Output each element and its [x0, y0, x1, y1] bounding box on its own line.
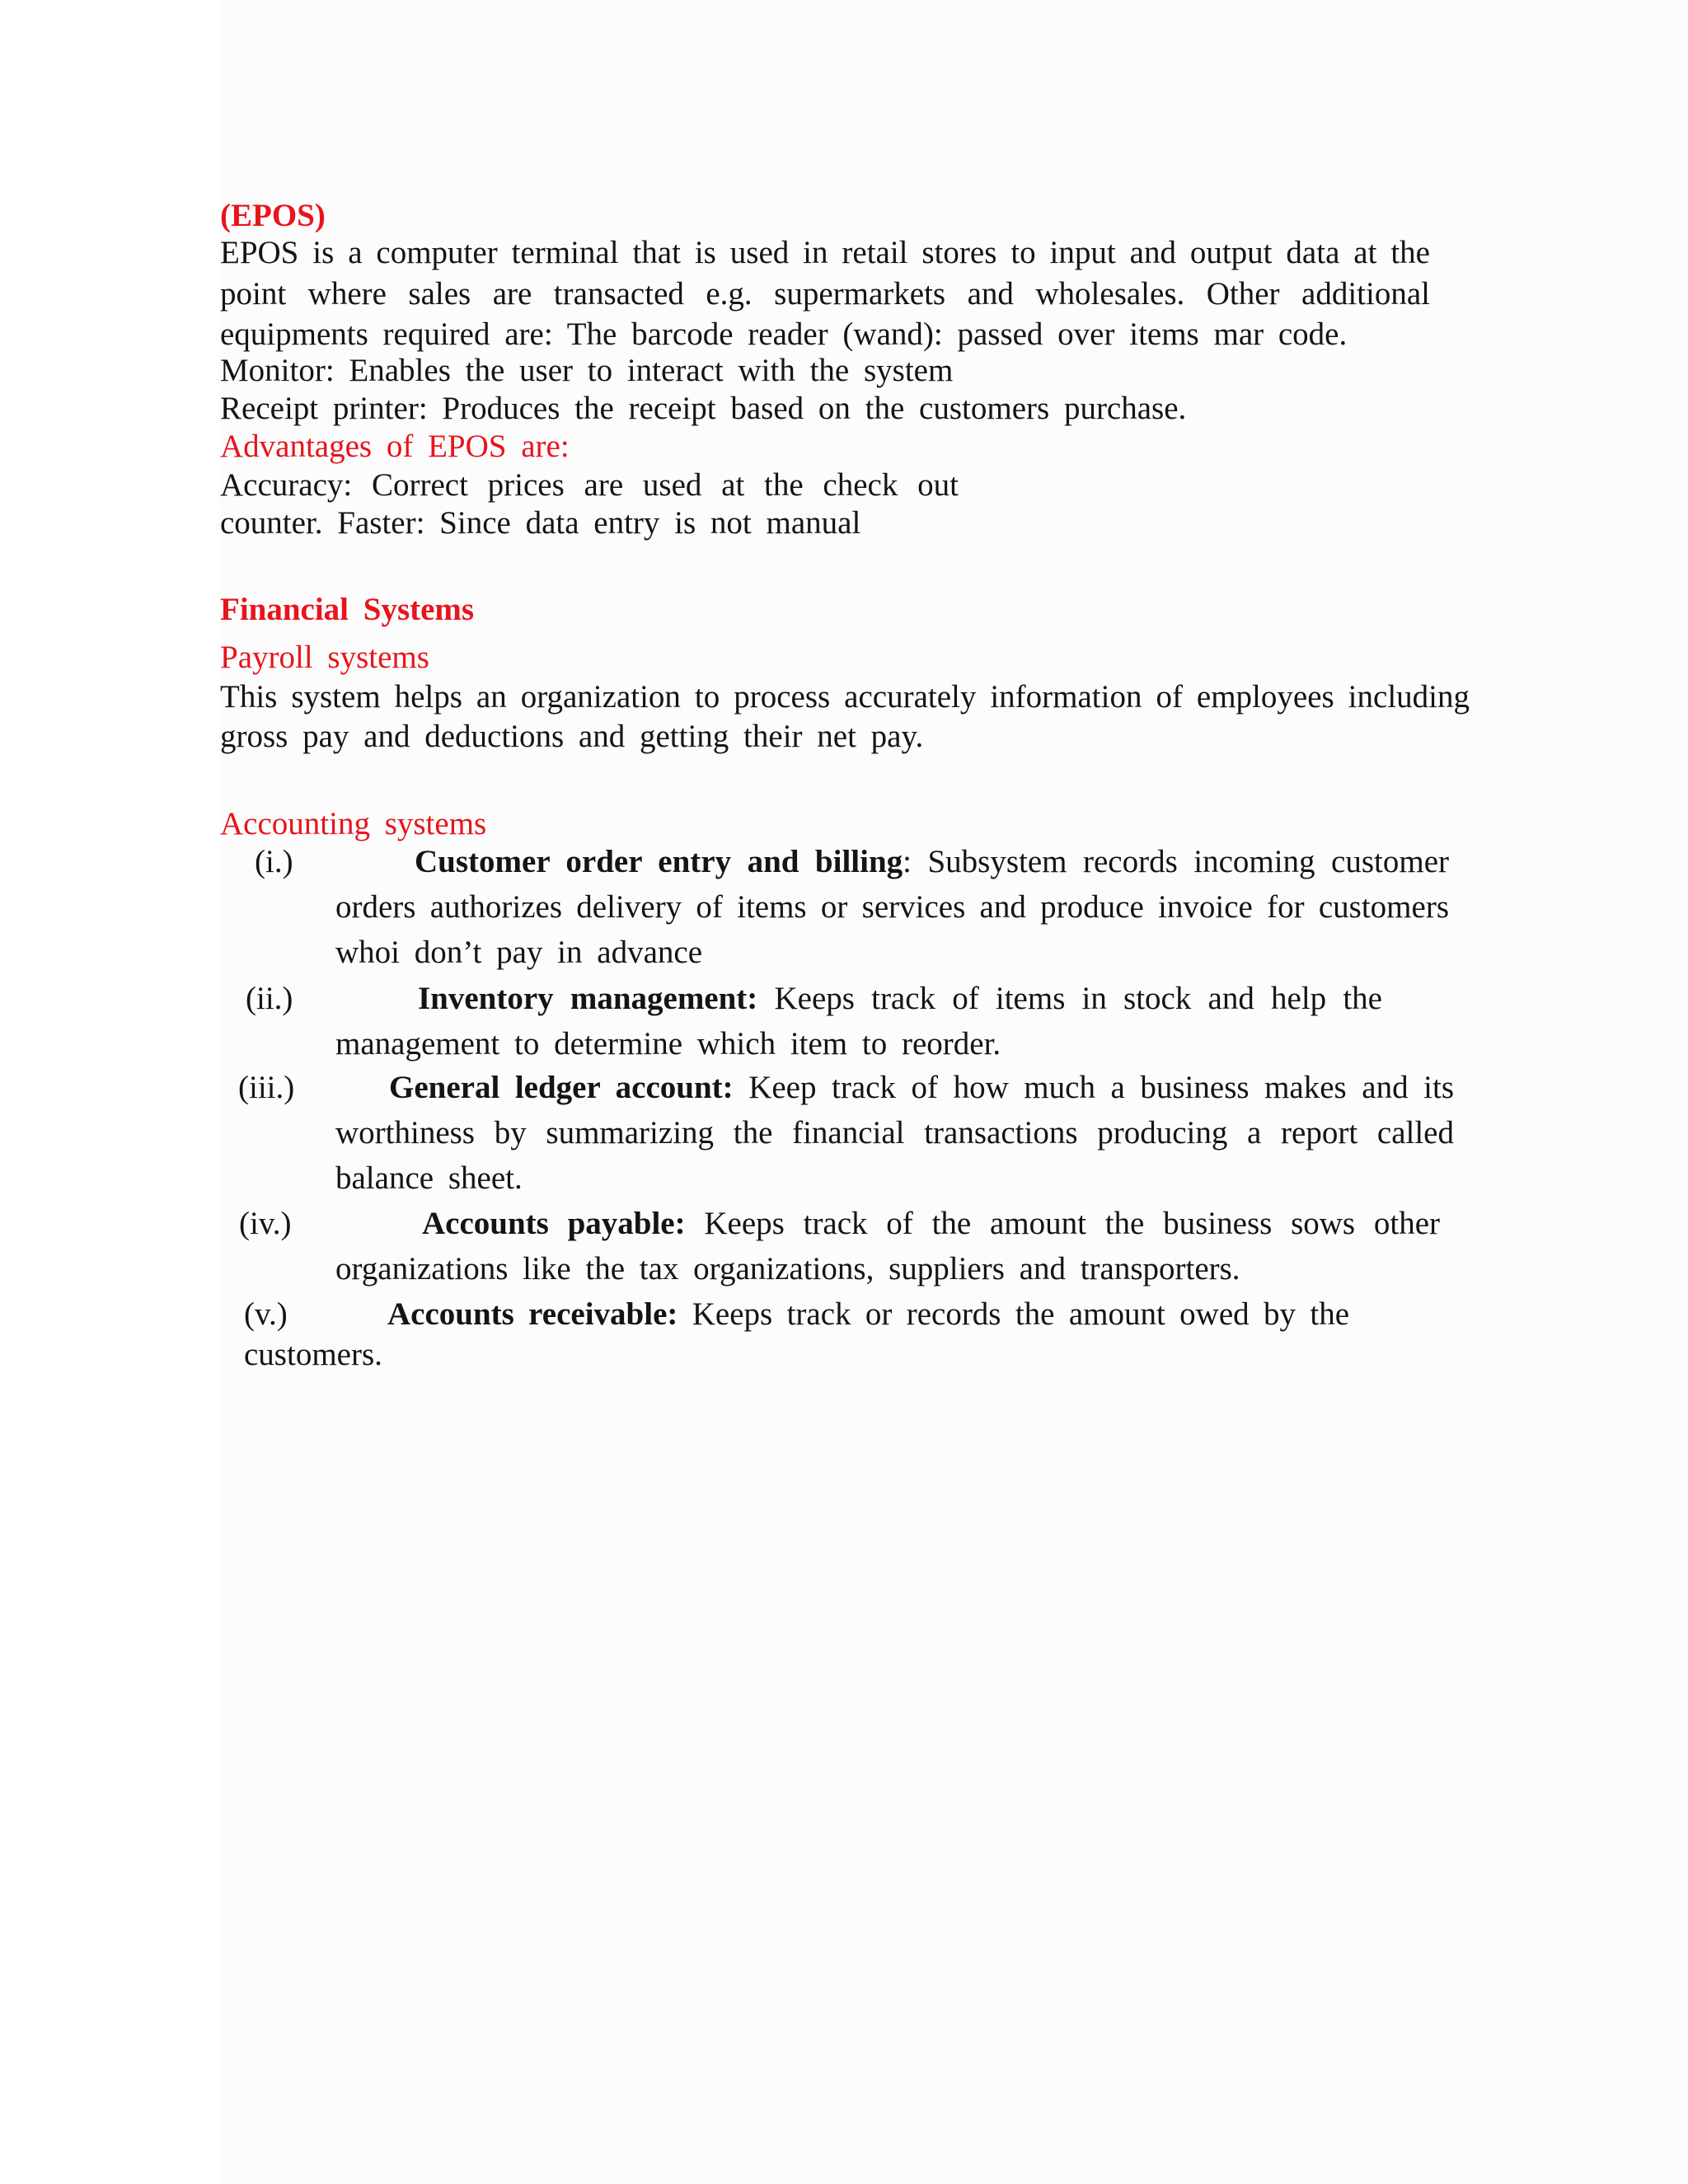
accounting-item-desc: Keeps track or records the amount owed by the	[692, 1296, 1349, 1332]
accounting-item-term: Accounts payable:	[422, 1206, 686, 1241]
accounting-item-continuation: organizations like the tax organizations, suppliers and transporters.	[335, 1251, 1240, 1286]
payroll-heading: Payroll systems	[220, 640, 429, 675]
financial-systems-heading: Financial Systems	[220, 592, 475, 627]
accounting-item-continuation: orders authorizes delivery of items or services and produce invoice for customers	[335, 889, 1449, 925]
accounting-item-continuation: worthiness by summarizing the financial transactions producing a report called	[335, 1115, 1454, 1151]
accounting-item-desc: Subsystem records incoming customer	[927, 844, 1449, 879]
accounting-item-customer-order-line: Customer order entry and billing: Subsystem records incoming customer	[415, 844, 1449, 879]
accounting-item-term: General ledger account:	[389, 1070, 734, 1105]
epos-printer-line: Receipt printer: Produces the receipt based on the customers purchase.	[220, 391, 1187, 426]
epos-paragraph-line-3: equipments required are: The barcode reader (wand): passed over items mar code.	[220, 316, 1348, 352]
list-number: (iii.)	[238, 1070, 295, 1105]
accounting-item-continuation: customers.	[244, 1337, 382, 1372]
epos-advantages-heading: Advantages of EPOS are:	[220, 429, 570, 464]
accounting-item-continuation: balance sheet.	[335, 1160, 523, 1196]
accounting-item-accounts-receivable-line	[387, 1296, 1349, 1333]
epos-advantages-line-2: counter. Faster: Since data entry is not manual	[220, 505, 861, 541]
epos-paragraph-line-1: EPOS is a computer terminal that is used in retail stores to input and output data at the	[220, 235, 1430, 270]
accounting-item-desc: Keep track of how much a business makes and its	[748, 1070, 1454, 1105]
epos-paragraph-line-2: point where sales are transacted e.g. supermarkets and wholesales. Other additional	[220, 276, 1430, 312]
epos-monitor-line: Monitor: Enables the user to interact with the system	[220, 353, 954, 388]
accounting-item-desc: Keeps track of items in stock and help the	[774, 981, 1382, 1016]
accounting-item-term: Accounts receivable:	[387, 1296, 678, 1332]
list-number: (iv.)	[239, 1206, 292, 1241]
accounting-item-continuation: whoi don’t pay in advance	[335, 935, 703, 970]
accounting-item-general-ledger-line	[389, 1069, 1454, 1107]
list-number: (i.)	[255, 844, 293, 879]
payroll-line-1: This system helps an organization to process accurately information of employees including	[220, 679, 1470, 715]
epos-heading: (EPOS)	[220, 198, 326, 233]
accounting-item-inventory-line	[418, 980, 1382, 1018]
accounting-systems-heading: Accounting systems	[220, 806, 487, 841]
accounting-item-term: Customer order entry and billing	[415, 844, 903, 879]
list-number: (v.)	[244, 1296, 288, 1332]
accounting-item-accounts-payable-line	[422, 1205, 1440, 1243]
accounting-item-continuation: management to determine which item to reorder.	[335, 1026, 1001, 1062]
accounting-item-desc: Keeps track of the amount the business sows other	[704, 1206, 1440, 1241]
epos-advantages-line-1: Accuracy: Correct prices are used at the check out	[220, 467, 959, 503]
accounting-item-term: Inventory management:	[418, 981, 758, 1016]
list-number: (ii.)	[246, 981, 293, 1016]
payroll-line-2: gross pay and deductions and getting their net pay.	[220, 719, 924, 754]
